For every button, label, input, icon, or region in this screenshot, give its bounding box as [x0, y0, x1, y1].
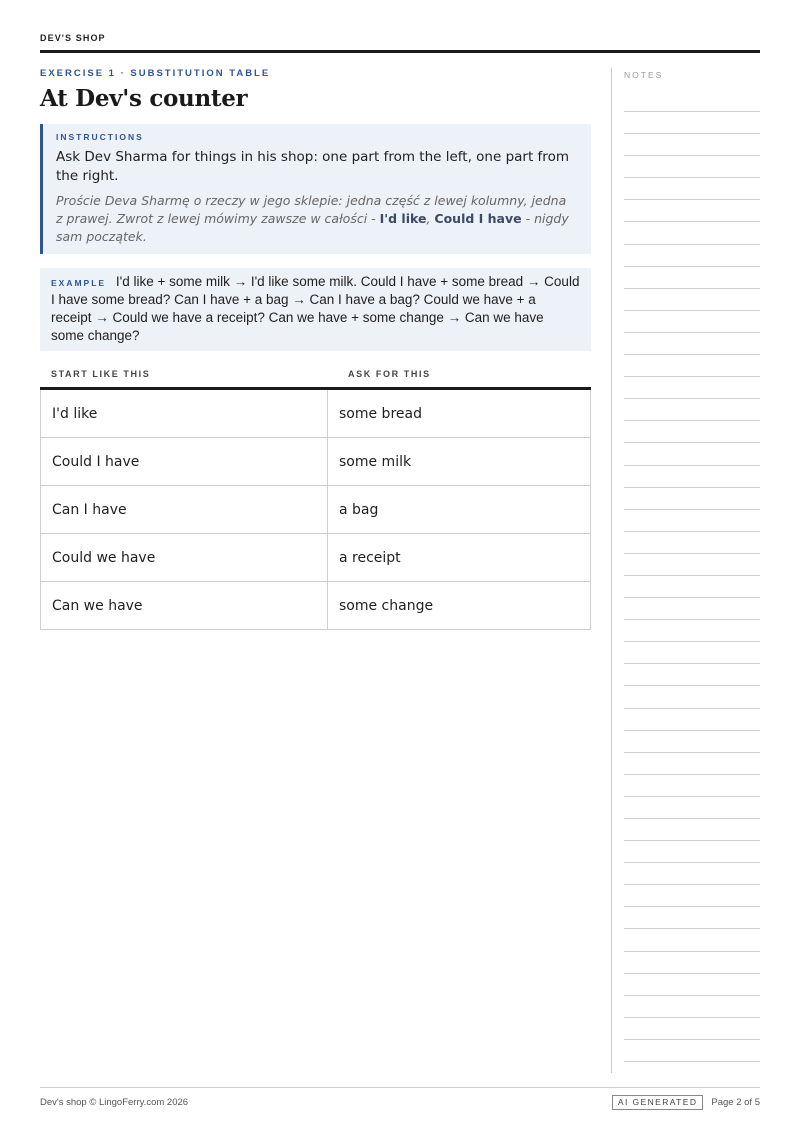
table-header [40, 367, 591, 390]
example-text: I'd like + some milk → I'd like some milk. Could I have + some bread → Could I have some bread? Can I have + a bag → Can I have a bag? Could we have + a receipt → Could we have a receipt? Can we have + some change → Can we have some change? [51, 274, 580, 343]
table-header-left: START LIKE THIS [51, 369, 151, 379]
table-row [41, 486, 590, 534]
notes-line [624, 1039, 760, 1061]
table-cell-start: Can I have [41, 486, 328, 533]
notes-line [624, 1017, 760, 1039]
notes-line [624, 597, 760, 619]
table-cell-ask: a receipt [339, 549, 401, 566]
example-label: EXAMPLE [51, 278, 107, 288]
exercise-section [40, 68, 591, 630]
notes-line [624, 177, 760, 199]
table-cell-start: Can we have [41, 582, 328, 629]
notes-line [624, 1061, 760, 1083]
notes-line [624, 531, 760, 553]
notes-line [624, 995, 760, 1017]
notes-line [624, 332, 760, 354]
notes-line [624, 862, 760, 884]
instructions-pl-end: - nigdy sam początek. [56, 211, 569, 244]
notes-line [624, 796, 760, 818]
table-cell-ask: some change [339, 597, 434, 614]
notes-line [624, 774, 760, 796]
page-number: Page 2 of 5 [711, 1097, 760, 1108]
page-title: At Dev's counter [40, 85, 248, 112]
table-cell-ask: a bag [339, 501, 379, 518]
table-cell-ask: some bread [339, 405, 422, 422]
notes-line [624, 266, 760, 288]
notes-line [624, 752, 760, 774]
notes-line [624, 221, 760, 243]
ai-generated-badge: AI GENERATED [612, 1095, 703, 1110]
table-header-right: ASK FOR THIS [348, 369, 431, 379]
instructions-pl-start: Proście Deva Sharmę o rzeczy w jego sklepie: jedna część z lewej kolumny, jedna z prawej. Zwrot z lewej mówimy zawsze w całości - [56, 193, 567, 226]
notes-line [624, 730, 760, 752]
notes-label: NOTES [624, 70, 664, 80]
exercise-eyebrow: EXERCISE 1 · SUBSTITUTION TABLE [40, 68, 271, 79]
notes-line [624, 420, 760, 442]
table-cell-start: I'd like [41, 390, 328, 437]
instructions-label: INSTRUCTIONS [56, 132, 144, 142]
instructions-box [40, 124, 591, 254]
notes-line [624, 906, 760, 928]
shop-header: DEV'S SHOP [40, 33, 106, 43]
notes-line [624, 465, 760, 487]
notes-line [624, 376, 760, 398]
instructions-text-en: Ask Dev Sharma for things in his shop: one part from the left, one part from the right. [56, 149, 569, 184]
notes-line [624, 641, 760, 663]
notes-line [624, 884, 760, 906]
table-row [41, 534, 590, 582]
notes-line [624, 685, 760, 707]
notes-line [624, 288, 760, 310]
notes-line [624, 509, 760, 531]
notes-divider [611, 68, 612, 1073]
header-rule [40, 50, 760, 53]
notes-line [624, 244, 760, 266]
notes-line [624, 818, 760, 840]
instructions-pl-bold-2: Could I have [434, 211, 522, 226]
notes-line [624, 155, 760, 177]
notes-line [624, 840, 760, 862]
notes-line [624, 575, 760, 597]
table-cell-start: Could we have [41, 534, 328, 581]
substitution-table [40, 367, 591, 630]
table-cell-start: Could I have [41, 438, 328, 485]
notes-line [624, 951, 760, 973]
notes-line [624, 398, 760, 420]
notes-line [624, 111, 760, 133]
notes-line [624, 310, 760, 332]
instructions-text-pl [56, 192, 575, 246]
table-row [41, 438, 590, 486]
table-body [40, 390, 591, 630]
footer-copyright: Dev's shop © LingoFerry.com 2026 [40, 1097, 189, 1108]
notes-line [624, 663, 760, 685]
table-cell-ask: some milk [339, 453, 412, 470]
notes-line [624, 133, 760, 155]
footer-rule [40, 1087, 760, 1088]
notes-line [624, 553, 760, 575]
notes-line [624, 487, 760, 509]
notes-line [624, 928, 760, 950]
notes-line [624, 619, 760, 641]
notes-writing-lines [624, 111, 760, 1083]
notes-line [624, 442, 760, 464]
table-row [41, 582, 590, 630]
example-box [40, 268, 591, 351]
notes-line [624, 973, 760, 995]
notes-line [624, 354, 760, 376]
instructions-pl-separator: , [426, 211, 435, 226]
table-row [41, 390, 590, 438]
notes-line [624, 199, 760, 221]
footer-right [612, 1095, 760, 1110]
instructions-pl-bold-1: I'd like [379, 211, 427, 226]
notes-line [624, 708, 760, 730]
